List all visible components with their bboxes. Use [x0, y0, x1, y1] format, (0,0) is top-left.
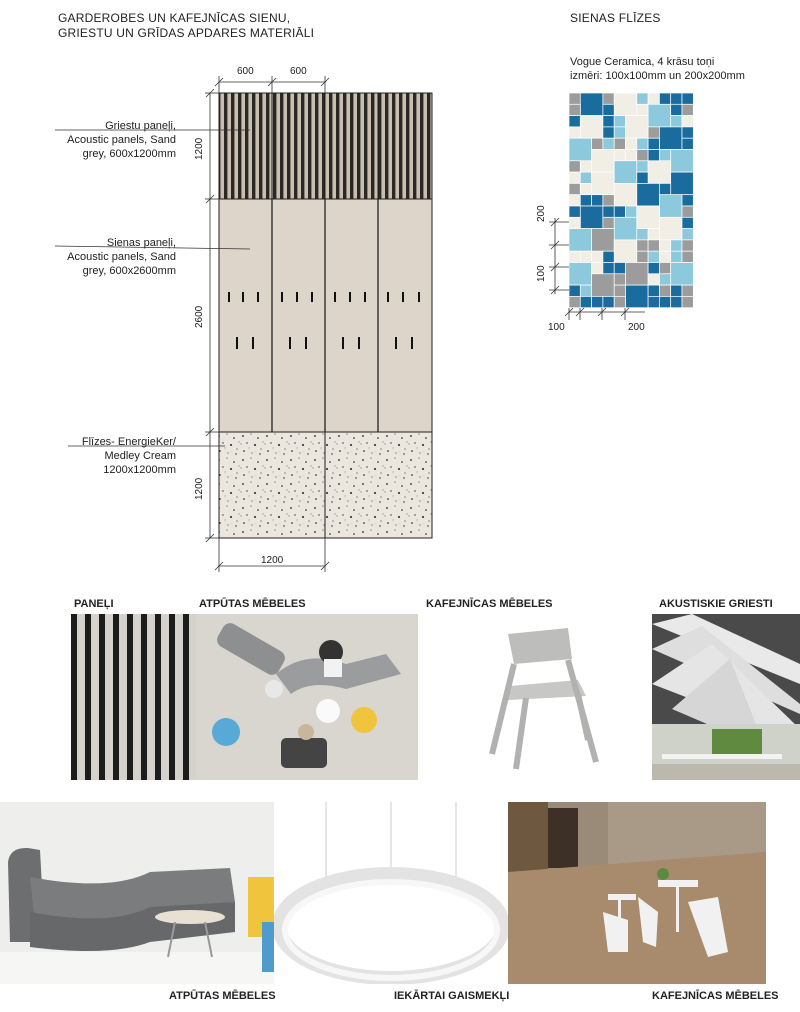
mosaic-tile	[592, 138, 603, 149]
mosaic-tile	[569, 104, 580, 115]
mosaic-tile	[659, 93, 670, 104]
dim-top-2: 600	[290, 66, 307, 77]
mosaic-tile	[614, 161, 637, 184]
mosaic-tile	[637, 138, 648, 149]
mosaic-tile	[659, 150, 670, 161]
mosaic-tile	[637, 104, 648, 115]
mosaic-tile	[614, 116, 625, 127]
mosaic-tile	[569, 116, 580, 127]
mosaic-tile	[614, 93, 637, 116]
mosaic-tile	[603, 138, 614, 149]
mosaic-tile	[682, 93, 693, 104]
label-wall-panels	[20, 236, 176, 278]
label-ceiling-panels	[20, 119, 176, 161]
ring-light-photo	[274, 802, 508, 984]
wall-elevation-drawing	[0, 0, 460, 590]
tiles-desc-line1: Vogue Ceramica, 4 krāsu toņi	[570, 56, 715, 68]
label-wall-line2: Acoustic panels, Sand	[67, 251, 176, 263]
mosaic-tile	[626, 138, 637, 149]
mosaic-tile	[614, 150, 625, 161]
mosaic-tile	[648, 127, 659, 138]
caption-akustiskie: AKUSTISKIE GRIESTI	[659, 598, 773, 610]
lounge-furniture-photo	[196, 614, 418, 780]
mosaic-tile	[580, 93, 603, 116]
cafe-chair-photo	[418, 614, 650, 780]
mosaic-tile	[569, 127, 580, 138]
mosaic-tile	[648, 104, 671, 127]
tile-dimension-lines	[530, 190, 710, 340]
mosaic-tile	[671, 93, 682, 104]
caption-kafejnicas-top: KAFEJNĪCAS MĒBELES	[426, 598, 553, 610]
label-floor-line3: 1200x1200mm	[103, 464, 176, 476]
mosaic-tile	[682, 104, 693, 115]
label-ceiling-line1: Griestu paneļi,	[105, 120, 176, 132]
dim-left-2: 2600	[194, 305, 205, 328]
label-ceiling-line2: Acoustic panels, Sand	[67, 134, 176, 146]
mosaic-tile	[648, 93, 659, 104]
tile-dim-v1: 200	[536, 205, 547, 222]
label-floor-line1: Flīzes- EnergieKer/	[81, 436, 176, 448]
caption-atputas-bottom: ATPŪTAS MĒBELES	[169, 990, 276, 1002]
mosaic-tile	[614, 127, 625, 138]
cafe-terrace-photo	[508, 802, 766, 984]
mosaic-tile	[626, 116, 649, 139]
mosaic-tile	[659, 127, 682, 150]
mosaic-tile	[648, 138, 659, 149]
tiles-description	[570, 55, 745, 83]
mosaic-tile	[603, 127, 614, 138]
label-wall-line1: Sienas paneļi,	[106, 237, 176, 249]
mosaic-tile	[671, 150, 694, 173]
caption-atputas-top: ATPŪTAS MĒBELES	[199, 598, 306, 610]
dim-left-3: 1200	[194, 477, 205, 500]
mosaic-tile	[637, 150, 648, 161]
tile-dim-v2: 100	[536, 265, 547, 282]
dim-left-1: 1200	[194, 137, 205, 160]
caption-kafejnicas-bottom: KAFEJNĪCAS MĒBELES	[652, 990, 779, 1002]
mosaic-tile	[569, 172, 580, 183]
mosaic-tile	[614, 138, 625, 149]
mosaic-tile	[682, 127, 693, 138]
caption-paneli: PANEĻI	[74, 598, 114, 610]
mosaic-tile	[580, 172, 591, 183]
panels-photo	[71, 614, 196, 780]
mosaic-tile	[671, 104, 682, 115]
mosaic-tile	[682, 116, 693, 127]
mosaic-tile	[603, 116, 614, 127]
mosaic-tile	[569, 138, 592, 161]
mosaic-tile	[580, 161, 591, 172]
mosaic-tile	[637, 93, 648, 104]
dim-top-1: 600	[237, 66, 254, 77]
label-floor-tiles	[20, 435, 176, 477]
lounge-sofa-photo	[0, 802, 274, 984]
caption-gaismekli: IEKĀRTAI GAISMEKĻI	[394, 990, 510, 1002]
mosaic-tile	[626, 150, 637, 161]
dim-bottom: 1200	[261, 555, 284, 566]
mosaic-tile	[569, 93, 580, 104]
mosaic-tile	[592, 150, 615, 173]
mosaic-tile	[603, 104, 614, 115]
tiles-title: SIENAS FLĪZES	[570, 11, 661, 25]
tile-dim-h1: 100	[548, 322, 565, 333]
mosaic-tile	[580, 116, 603, 139]
mosaic-tile	[603, 93, 614, 104]
mosaic-tile	[682, 138, 693, 149]
mosaic-tile	[637, 172, 648, 183]
mosaic-tile	[648, 161, 671, 184]
mosaic-tile	[569, 161, 580, 172]
label-floor-line2: Medley Cream	[104, 450, 176, 462]
label-ceiling-line3: grey, 600x1200mm	[82, 148, 176, 160]
acoustic-ceiling-photo	[652, 614, 800, 780]
mosaic-tile	[637, 161, 648, 172]
label-wall-line3: grey, 600x2600mm	[82, 265, 176, 277]
elevation-title-line2: GRIESTU UN GRĪDAS APDARES MATERIĀLI	[58, 26, 315, 40]
tiles-desc-line2: izmēri: 100x100mm un 200x200mm	[570, 70, 745, 82]
elevation-title-line1: GARDEROBES UN KAFEJNĪCAS SIENU,	[58, 11, 291, 25]
mosaic-tile	[648, 150, 659, 161]
tile-dim-h2: 200	[628, 322, 645, 333]
mosaic-tile	[671, 116, 682, 127]
